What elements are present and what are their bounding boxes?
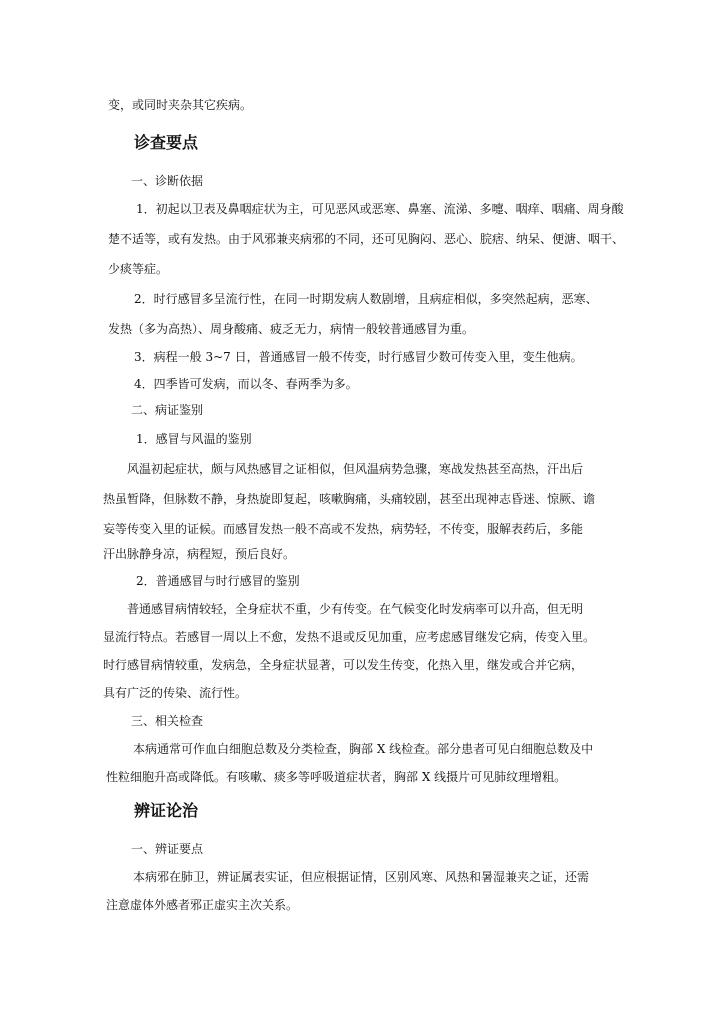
text-line: 本病邪在肺卫，辨证属表实证，但应根据证情，区别风寒、风热和暑湿兼夹之证，还需	[133, 870, 590, 884]
text-line: 时行感冒病情较重，发病急，全身症状显著，可以发生传变，化热入里，继发或合并它病，	[103, 658, 584, 672]
section-heading-diagnosis: 诊查要点	[134, 133, 199, 152]
text-line: 少痰等症。	[108, 262, 169, 276]
text-line: 普通感冒病情较轻，全身症状不重，少有传变。在气候变化时发病率可以升高，但无明	[127, 602, 584, 616]
text-line: 风温初起症状，颇与风热感冒之证相似，但风温病势急骤，寒战发热甚至高热，汗出后	[127, 462, 584, 476]
text-line: 楚不适等，或有发热。由于风邪兼夹病邪的不同，还可见胸闷、恶心、脘痞、纳呆、便溏、咽干、	[108, 232, 625, 246]
subsection-title: 一、诊断依据	[131, 174, 204, 188]
subsection-title: 一、辨证要点	[131, 842, 204, 856]
subsection-title: 2．普通感冒与时行感冒的鉴别	[136, 574, 300, 588]
text-line: 3．病程一般 3~7 日，普通感冒一般不传变，时行感冒少数可传变入里，变生他病。	[134, 350, 583, 364]
text-line: 性粒细胞升高或降低。有咳嗽、痰多等呼吸道症状者，胸部 X 线摄片可见肺纹理增粗。	[106, 770, 567, 784]
text-line: 显流行特点。若感冒一周以上不愈，发热不退或反见加重，应考虑感冒继发它病，传变入里。	[103, 630, 596, 644]
text-line: 2．时行感冒多呈流行性，在同一时期发病人数剧增，且病症相似，多突然起病，恶寒、	[134, 292, 598, 306]
text-line: 发热（多为高热）、周身酸痛、疲乏无力，病情一般较普通感冒为重。	[108, 322, 475, 336]
section-heading-treatment: 辨证论治	[134, 801, 199, 820]
text-line: 具有广泛的传染、流行性。	[103, 686, 248, 700]
text-line: 注意虚体外感者邪正虚实主次关系。	[106, 898, 299, 912]
text-line: 1．初起以卫表及鼻咽症状为主，可见恶风或恶寒、鼻塞、流涕、多嚏、咽痒、咽痛、周身酸	[136, 202, 624, 216]
text-line: 变，或同时夹杂其它疾病。	[108, 98, 253, 112]
subsection-title: 1．感冒与风温的鉴别	[136, 432, 252, 446]
subsection-title: 三、相关检查	[131, 714, 204, 728]
text-line: 本病通常可作血白细胞总数及分类检查，胸部 X 线检查。部分患者可见白细胞总数及中	[133, 742, 594, 756]
text-line: 4．四季皆可发病，而以冬、春两季为多。	[134, 377, 358, 391]
text-line: 妄等传变入里的证候。而感冒发热一般不高或不发热，病势轻，不传变，服解表药后，多能	[103, 522, 584, 536]
subsection-title: 二、病证鉴别	[131, 403, 204, 417]
text-line: 汗出脉静身凉，病程短，预后良好。	[103, 547, 296, 561]
text-line: 热虽暂降，但脉数不静，身热旋即复起，咳嗽胸痛，头痛较剧，甚至出现神志昏迷、惊厥、谵	[103, 492, 596, 506]
